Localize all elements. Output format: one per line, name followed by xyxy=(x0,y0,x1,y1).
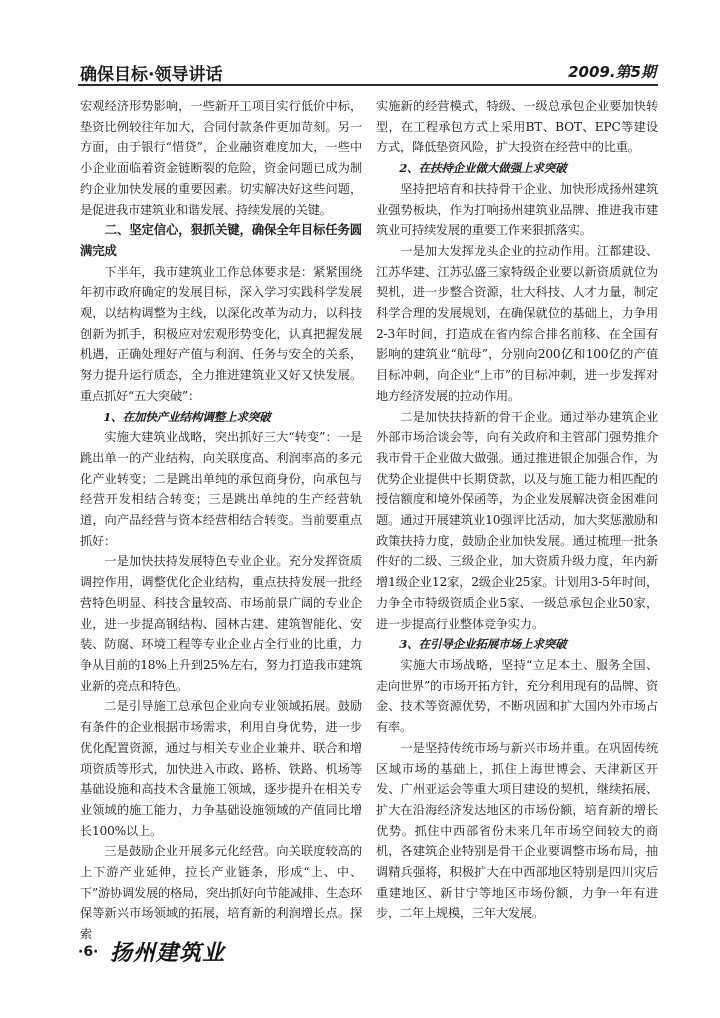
paragraph: 坚持把培育和扶持骨干企业、加快形成扬州建筑业强势板块，作为打响扬州建筑业品牌、推进我市建筑业可持续发展的重要工作来狠抓落实。 xyxy=(376,181,658,238)
paragraph: 下半年，我市建筑业工作总体要求是：紧紧围绕年初市政府确定的发展目标，深入学习实践科学发展观，以结构调整为主线，以深化改革为动力，以科技创新为抓手，积极应对宏观形势变化，认真把握发展机遇，正确处理好产值与利润、任务与安全的关系，努力提升运行质态，全力推进建筑业又好又快发展。重点抓好“五大突破”： xyxy=(80,264,362,403)
issue-label: 2009.第5期 xyxy=(568,63,656,81)
paragraph: 实施新的经营模式，特级、一级总承包企业要加快转型，在工程承包方式上采用BT、BOT、EPC等建设方式，降低垫资风险，扩大投资在经营中的比重。 xyxy=(376,99,658,155)
journal-logo: 扬州建筑业 xyxy=(110,940,226,966)
section-heading: 二、坚定信心，狠抓关键，确保全年目标任务圆满完成 xyxy=(80,222,362,258)
paragraph: 二是引导施工总承包企业向专业领域拓展。鼓励有条件的企业根据市场需求，利用自身优势，进一步优化配置资源，通过与相关专业企业兼并、联合和增项资质等形式，加快进入市政、路桥、铁路、机场等基础设施和高技术含量施工领域，逐步提升在相关专业领域的施工能力，力争基础设施领域的产值同比增长100%以上。 xyxy=(80,699,362,838)
paragraph: 三是鼓励企业开展多元化经营。向关联度较高的上下游产业延伸，拉长产业链条，形成“上、中、下”游协调发展的格局，突出抓好向节能减排、生态环保等新兴市场领域的拓展，培育新的利润增长点。探索 xyxy=(80,844,362,942)
paragraph: 一是加大发挥龙头企业的拉动作用。江都建设、江苏华建、江苏弘盛三家特级企业要以新资质就位为契机，进一步整合资源，壮大科技、人才力量，制定科学合理的发展规划，在确保就位的基础上，力争用2-3年时间，打造成在省内综合排名前移、在全国有影响的建筑业“航母”，分别向200亿和100亿的产值目标冲刺，向企业“上市”的目标冲刺，进一步发挥对地方经济发展的拉动作用。 xyxy=(376,243,658,403)
paragraph: 一是加快扶持发展特色专业企业。充分发挥资质调控作用，调整优化企业结构，重点扶持发展一批经营特色明显、科技含量较高、市场前景广阔的专业企业，进一步提高钢结构、园林古建、建筑智能化、安装、防腐、环境工程等专业企业占全行业的比重，力争从目前的18%上升到25%左右，努力打造我市建筑业新的亮点和特色。 xyxy=(80,554,362,693)
left-column xyxy=(80,96,362,945)
subsection-heading: 3、在引导企业拓展市场上求突破 xyxy=(399,637,567,652)
paragraph: 二是加快扶持新的骨干企业。通过举办建筑企业外部市场洽谈会等，向有关政府和主管部门强势推介我市骨干企业做大做强。通过推进银企加强合作，为优势企业提供中长期贷款，以及与施工能力相匹配的授信额度和境外保函等，为企业发展解决资金困难问题。通过开展建筑业10强评比活动，加大奖惩激励和政策扶持力度，鼓励企业加快发展。通过梳理一批条件好的二级、三级企业，加大资质升级力度，年内新增1级企业12家，2级企业25家。计划用3-5年时间，力争全市特级资质企业5家、一级总承包企业50家，进一步提高行业整体竞争实力。 xyxy=(376,409,658,631)
paragraph: 实施大市场战略，坚持“立足本土、服务全国、走向世界”的市场开拓方针，充分利用现有的品牌、资金、技术等资源优势，不断巩固和扩大国内外市场占有率。 xyxy=(376,657,658,735)
paragraph: 宏观经济形势影响，一些新开工项目实行低价中标，垫资比例较往年加大，合同付款条件更加苛刻。另一方面，由于银行“惜贷”，企业融资难度加大，一些中小企业面临着资金链断裂的危险，资金问题已成为制约企业加快发展的重要因素。切实解决好这些问题，是促进我市建筑业和谐发展、持续发展的关键。 xyxy=(80,99,362,217)
subsection-heading: 1、在加快产业结构调整上求突破 xyxy=(103,409,271,424)
paragraph: 一是坚持传统市场与新兴市场并重。在巩固传统区域市场的基础上，抓住上海世博会、天津新区开发、广州亚运会等重大项目建设的契机，继续拓展、扩大在沿海经济发达地区的市场份额，培育新的增长优势。抓住中西部省份未来几年市场空间较大的商机，各建筑企业特别是骨干企业要调整市场布局，抽调精兵强将，积极扩大在中西部地区特别是四川灾后重建地区、新甘宁等地区市场份额，力争一年有进步，二年上规模，三年大发展。 xyxy=(376,740,658,921)
paragraph: 实施大建筑业战略，突出抓好三大“转变”：一是跳出单一的产业结构，向关联度高、利润率高的多元化产业转变；二是跳出单纯的承包商身份，向承包与经营开发相结合转变；三是跳出单纯的生产经营轨道，向产品经营与资本经营相结合转变。当前要重点抓好： xyxy=(80,430,362,548)
right-column xyxy=(376,96,658,924)
running-header xyxy=(78,58,658,86)
page-number: ·6· xyxy=(78,944,99,960)
subsection-heading: 2、在扶持企业做大做强上求突破 xyxy=(399,161,567,176)
section-title: 确保目标·领导讲话 xyxy=(80,65,223,85)
